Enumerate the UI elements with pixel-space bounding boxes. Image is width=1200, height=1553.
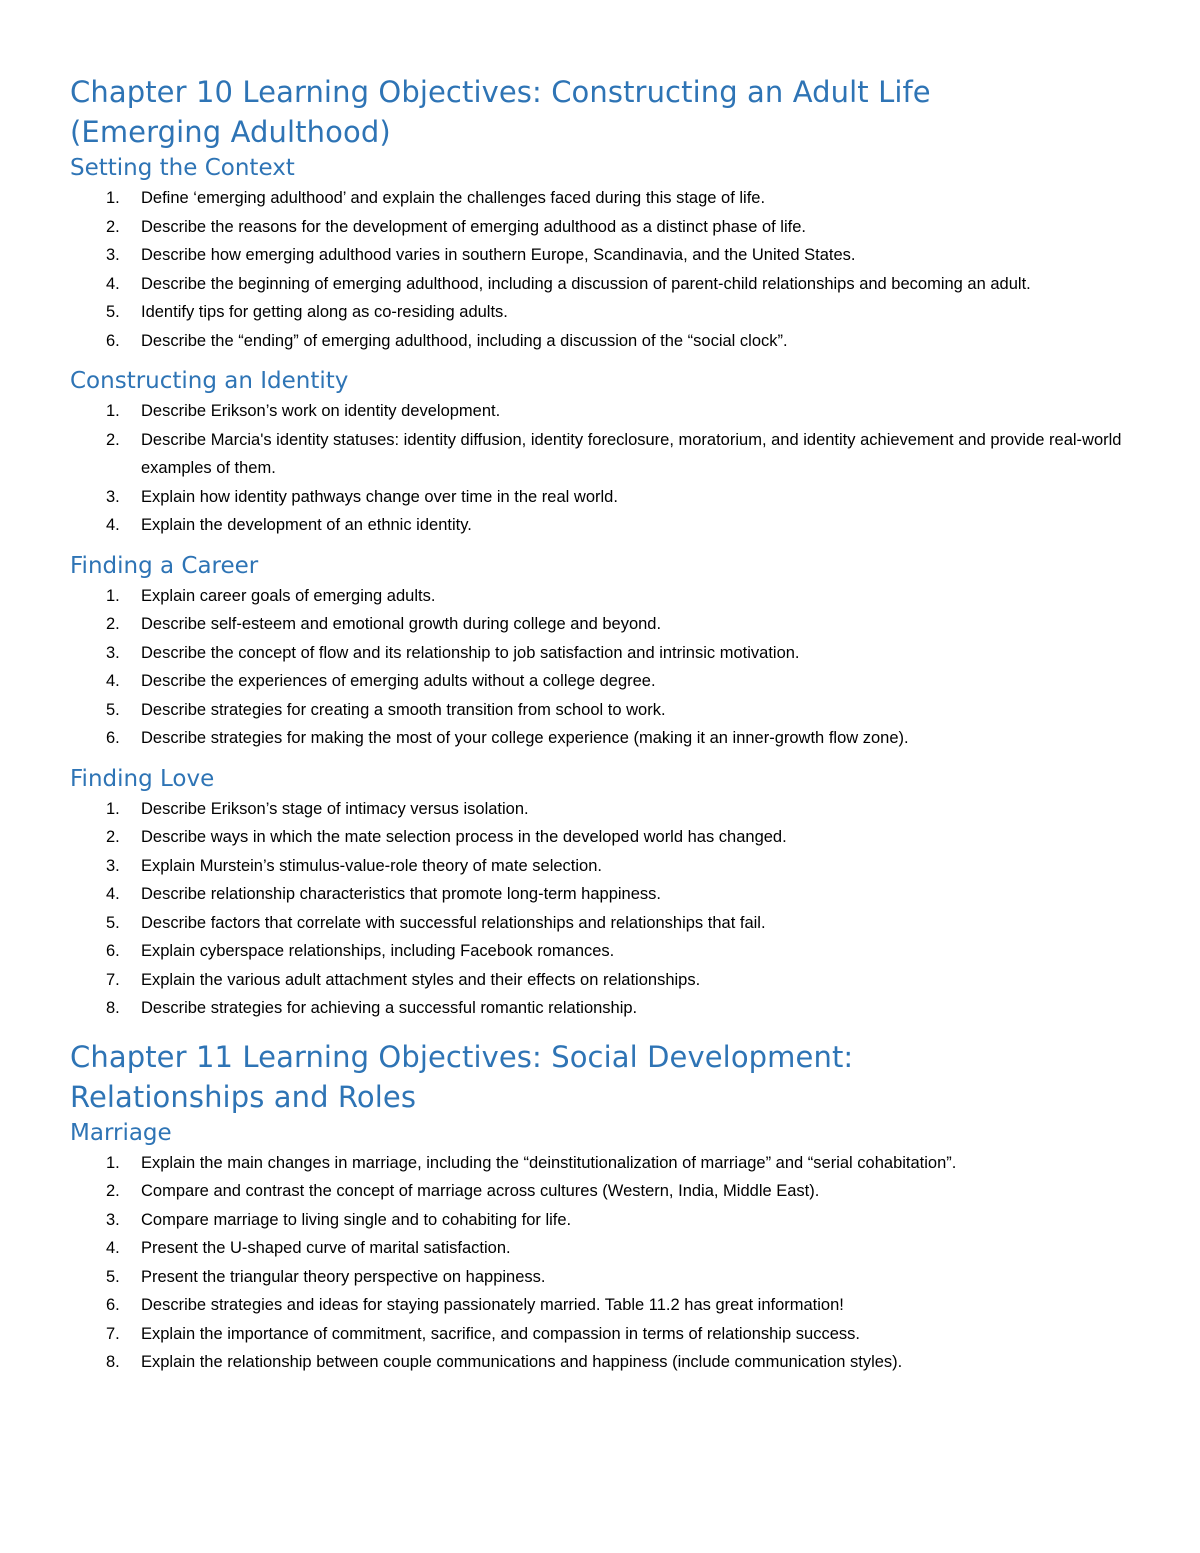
list-number: 5.	[106, 700, 120, 719]
list-item	[70, 724, 1140, 753]
list-item	[70, 937, 1140, 966]
list-text: Describe relationship characteristics that promote long-term happiness.	[141, 885, 661, 903]
list-item	[70, 1149, 1140, 1178]
chapter-title-line2: Relationships and Roles	[70, 1079, 417, 1114]
list-text: Explain the relationship between couple communications and happiness (include communication styles).	[141, 1353, 903, 1371]
list-item	[70, 610, 1140, 639]
section-marriage	[70, 1117, 1140, 1377]
list-number: 1.	[106, 586, 120, 605]
list-text: Present the U-shaped curve of marital satisfaction.	[141, 1239, 511, 1257]
list-text: Explain the importance of commitment, sacrifice, and compassion in terms of relationship success.	[141, 1324, 860, 1343]
section-finding-love	[70, 763, 1140, 1023]
list-item	[70, 1206, 1140, 1235]
list-text: Explain career goals of emerging adults.	[141, 586, 436, 605]
list-number: 6.	[106, 1296, 120, 1314]
list-number: 2.	[106, 430, 120, 449]
list-text: Compare and contrast the concept of marriage across cultures (Western, India, Middle East).	[141, 1182, 820, 1200]
list-number: 6.	[106, 942, 120, 960]
list-text: Describe Erikson’s work on identity development.	[141, 402, 501, 420]
list-item	[70, 483, 1140, 512]
list-text: Define ‘emerging adulthood’ and explain the challenges faced during this stage of life.	[141, 189, 766, 207]
list-text: Explain the main changes in marriage, including the “deinstitutionalization of marriage” and “serial cohabitation”.	[141, 1153, 957, 1172]
list-text: Compare marriage to living single and to cohabiting for life.	[141, 1210, 572, 1229]
list-number: 3.	[106, 643, 120, 662]
list-number: 6.	[106, 331, 120, 350]
chapter-title-line1: Chapter 11 Learning Objectives: Social Development:	[70, 1039, 854, 1074]
list-item	[70, 213, 1140, 242]
chapter-title-line1: Chapter 10 Learning Objectives: Constructing an Adult Life	[70, 75, 931, 109]
list-number: 3.	[106, 856, 120, 875]
objectives-list	[70, 795, 1140, 1023]
chapter-title-line2: (Emerging Adulthood)	[70, 115, 391, 149]
list-text: Describe the experiences of emerging adults without a college degree.	[141, 672, 656, 690]
list-number: 2.	[106, 217, 120, 236]
list-number: 8.	[106, 999, 120, 1017]
list-number: 4.	[106, 1239, 120, 1257]
list-number: 3.	[106, 1210, 120, 1229]
list-text: Describe the beginning of emerging adulthood, including a discussion of parent-child relationships and becoming an adult.	[141, 274, 1031, 293]
list-number: 3.	[106, 246, 120, 264]
list-item	[70, 426, 1140, 483]
list-text: Explain how identity pathways change over time in the real world.	[141, 487, 618, 506]
list-number: 1.	[106, 799, 120, 818]
list-text: Describe self-esteem and emotional growth during college and beyond.	[141, 615, 662, 633]
list-item	[70, 852, 1140, 881]
list-number: 5.	[106, 1267, 120, 1286]
section-title: Finding Love	[70, 765, 215, 792]
list-item	[70, 667, 1140, 696]
list-number: 1.	[106, 189, 120, 207]
list-number: 2.	[106, 1182, 120, 1200]
list-item	[70, 1177, 1140, 1206]
objectives-list	[70, 397, 1140, 540]
list-number: 3.	[106, 487, 120, 506]
objectives-list	[70, 582, 1140, 753]
list-item	[70, 1291, 1140, 1320]
list-text: Describe strategies for making the most of your college experience (making it an inner-growth flow zone).	[141, 729, 909, 747]
list-item	[70, 184, 1140, 213]
list-text: Describe the concept of flow and its relationship to job satisfaction and intrinsic motivation.	[141, 643, 800, 662]
list-text: Describe how emerging adulthood varies in southern Europe, Scandinavia, and the United States.	[141, 246, 856, 264]
list-text: Explain the various adult attachment styles and their effects on relationships.	[141, 970, 701, 989]
section-setting-the-context	[70, 152, 1140, 355]
list-item	[70, 966, 1140, 995]
objectives-list	[70, 1149, 1140, 1377]
list-number: 5.	[106, 913, 120, 932]
list-number: 4.	[106, 274, 120, 293]
list-text: Describe ways in which the mate selection process in the developed world has changed.	[141, 828, 787, 846]
chapter-title	[70, 1037, 1140, 1117]
list-number: 4.	[106, 672, 120, 690]
list-number: 1.	[106, 1153, 120, 1172]
list-item	[70, 1263, 1140, 1292]
chapter-10	[70, 72, 1140, 1023]
section-finding-a-career	[70, 550, 1140, 753]
list-item	[70, 1320, 1140, 1349]
list-number: 7.	[106, 1324, 120, 1343]
document-page	[70, 72, 1140, 1391]
list-text: Describe the “ending” of emerging adulthood, including a discussion of the “social clock”.	[141, 331, 788, 350]
list-text: Describe strategies for achieving a successful romantic relationship.	[141, 999, 638, 1017]
list-number: 4.	[106, 885, 120, 903]
list-number: 2.	[106, 615, 120, 633]
list-text: Describe Erikson’s stage of intimacy versus isolation.	[141, 799, 529, 818]
list-item	[70, 270, 1140, 299]
list-text: Explain the development of an ethnic identity.	[141, 516, 472, 534]
list-item	[70, 582, 1140, 611]
list-number: 5.	[106, 303, 120, 321]
chapter-11	[70, 1037, 1140, 1377]
list-number: 7.	[106, 970, 120, 989]
section-title: Finding a Career	[70, 552, 259, 579]
list-item	[70, 511, 1140, 540]
list-number: 6.	[106, 729, 120, 747]
list-text: Describe the reasons for the development of emerging adulthood as a distinct phase of life.	[141, 217, 806, 236]
list-text: Describe strategies and ideas for staying passionately married. Table 11.2 has great information!	[141, 1296, 844, 1314]
section-title: Setting the Context	[70, 155, 295, 181]
section-constructing-an-identity	[70, 365, 1140, 540]
list-item	[70, 795, 1140, 824]
list-item	[70, 397, 1140, 426]
objectives-list	[70, 184, 1140, 355]
list-text: Identify tips for getting along as co-residing adults.	[141, 303, 508, 321]
list-item	[70, 909, 1140, 938]
list-text: Describe factors that correlate with successful relationships and relationships that fail.	[141, 913, 766, 932]
list-text: Describe strategies for creating a smooth transition from school to work.	[141, 700, 666, 719]
list-item	[70, 298, 1140, 327]
list-item	[70, 1348, 1140, 1377]
list-number: 8.	[106, 1353, 120, 1371]
list-item	[70, 327, 1140, 356]
chapter-title	[70, 72, 1140, 152]
list-item	[70, 639, 1140, 668]
list-text: Present the triangular theory perspective on happiness.	[141, 1267, 546, 1286]
section-title: Marriage	[70, 1119, 172, 1146]
list-text: Explain Murstein’s stimulus-value-role theory of mate selection.	[141, 856, 602, 875]
list-number: 2.	[106, 828, 120, 846]
list-item	[70, 696, 1140, 725]
list-item	[70, 823, 1140, 852]
list-number: 1.	[106, 402, 120, 420]
list-number: 4.	[106, 516, 120, 534]
list-text: Explain cyberspace relationships, including Facebook romances.	[141, 942, 615, 960]
list-item	[70, 241, 1140, 270]
section-title: Constructing an Identity	[70, 368, 349, 394]
list-text: Describe Marcia's identity statuses: identity diffusion, identity foreclosure, moratorium, and identity achievement and provide real-world examples of them.	[141, 430, 1122, 477]
list-item	[70, 1234, 1140, 1263]
list-item	[70, 994, 1140, 1023]
list-item	[70, 880, 1140, 909]
